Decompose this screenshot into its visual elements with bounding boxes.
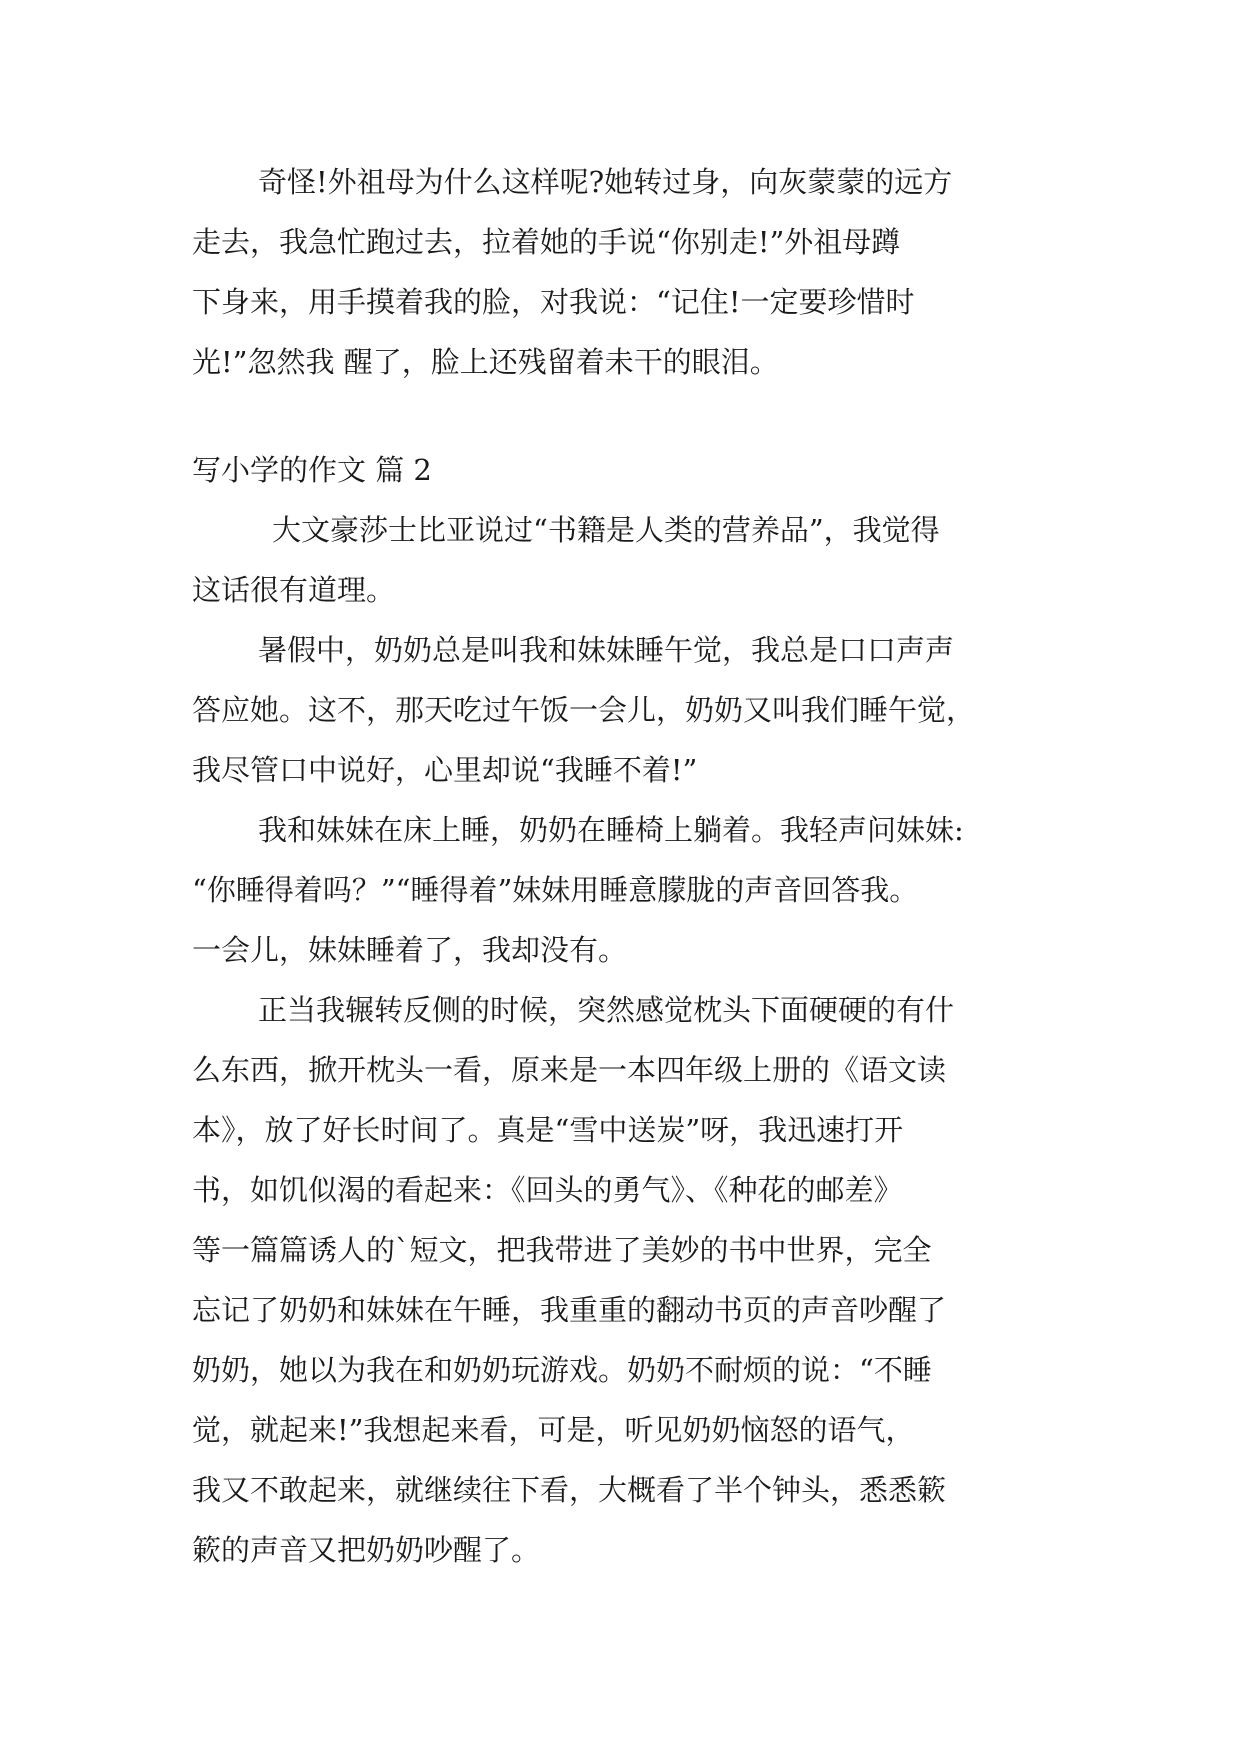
paragraph-line: 么东西，掀开枕头一看，原来是一本四年级上册的《语文读 bbox=[192, 1053, 947, 1087]
previous-paragraph bbox=[192, 152, 1052, 392]
section-title: 写小学的作文 篇 2 bbox=[192, 453, 432, 487]
paragraph-line: 走去，我急忙跑过去，拉着她的手说“你别走!”外祖母蹲 bbox=[192, 225, 901, 259]
paragraph-line: 光!”忽然我 醒了，脸上还残留着未干的眼泪。 bbox=[192, 345, 779, 379]
paragraph-line: 奶奶，她以为我在和奶奶玩游戏。奶奶不耐烦的说：“不睡 bbox=[192, 1353, 932, 1387]
section-heading-block bbox=[192, 440, 1052, 500]
paragraph-line: 我和妹妹在床上睡，奶奶在睡椅上躺着。我轻声问妹妹: bbox=[258, 813, 964, 847]
paragraph-line: 暑假中，奶奶总是叫我和妹妹睡午觉，我总是口口声声 bbox=[258, 633, 955, 667]
paragraph-line: “你睡得着吗？”“睡得着”妹妹用睡意朦胧的声音回答我。 bbox=[192, 873, 919, 907]
paragraph-line: 等一篇篇诱人的`短文，把我带进了美妙的书中世界，完全 bbox=[192, 1233, 932, 1267]
paragraph-line: 正当我辗转反侧的时候，突然感觉枕头下面硬硬的有什 bbox=[258, 993, 955, 1027]
paragraph-line: 本》，放了好长时间了。真是“雪中送炭”呀，我迅速打开 bbox=[192, 1113, 904, 1147]
paragraph-line: 簌的声音又把奶奶吵醒了。 bbox=[192, 1533, 541, 1567]
paragraph-line: 我又不敢起来，就继续往下看，大概看了半个钟头，悉悉簌 bbox=[192, 1473, 947, 1507]
paragraph-line: 书，如饥似渴的看起来：《回头的勇气》、《种花的邮差》 bbox=[192, 1173, 903, 1207]
paragraph-line: 一会儿，妹妹睡着了，我却没有。 bbox=[192, 933, 628, 967]
paragraph-line: 下身来，用手摸着我的脸，对我说：“记住!一定要珍惜时 bbox=[192, 285, 915, 319]
paragraph-line: 大文豪莎士比亚说过“书籍是人类的营养品”，我觉得 bbox=[272, 513, 940, 547]
paragraph-line: 这话很有道理。 bbox=[192, 573, 396, 607]
paragraph-line: 我尽管口中说好，心里却说“我睡不着!” bbox=[192, 753, 698, 787]
paragraph-line: 答应她。这不，那天吃过午饭一会儿，奶奶又叫我们睡午觉， bbox=[192, 693, 976, 727]
paragraph-line: 觉，就起来!”我想起来看，可是，听见奶奶恼怒的语气， bbox=[192, 1413, 915, 1447]
paragraph-line: 忘记了奶奶和妹妹在午睡，我重重的翻动书页的声音吵醒了 bbox=[192, 1293, 947, 1327]
article-body bbox=[192, 500, 1052, 1580]
paragraph-line: 奇怪!外祖母为什么这样呢?她转过身，向灰蒙蒙的远方 bbox=[258, 165, 953, 199]
